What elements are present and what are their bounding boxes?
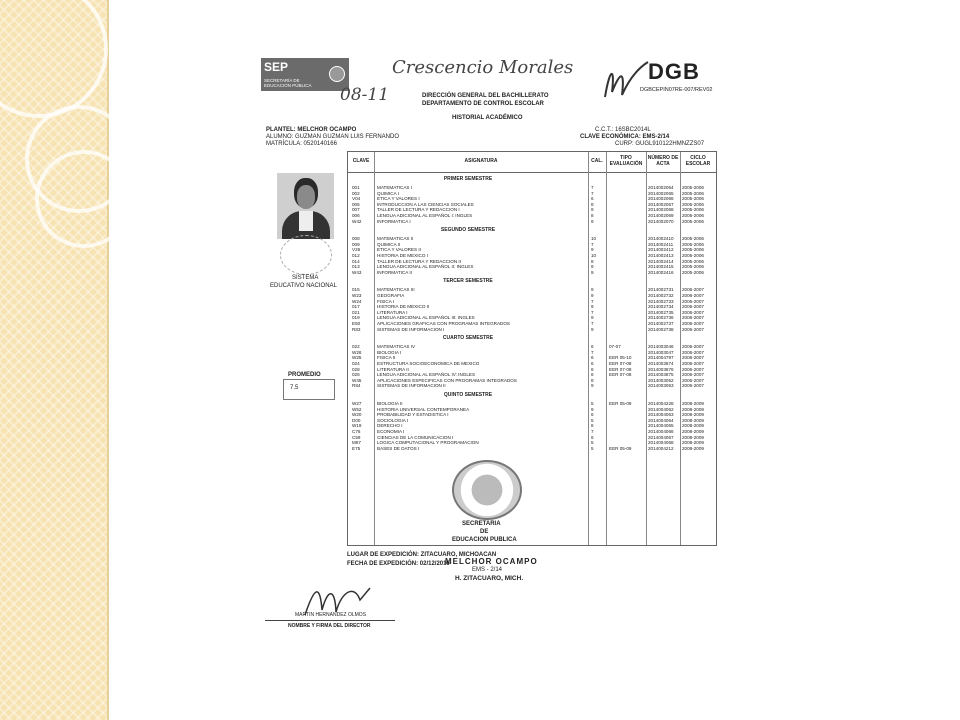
cell-ciclo: 2006-2007 (682, 315, 704, 321)
cell-ciclo: 2008-2009 (682, 412, 704, 418)
cell-cal: 9 (591, 269, 594, 275)
stamp-line-2: EMS - 2/14 (472, 567, 503, 573)
cell-asignatura: APLICACIONES GRAFICAS CON PROGRAMAS INTEGRADOS (377, 321, 510, 326)
cell-cal: 5 (591, 401, 594, 406)
cell-asignatura: TALLER DE LECTURA Y REDACCION I (377, 207, 460, 213)
cell-clave: W23 (352, 293, 362, 298)
cell-clave: 017 (352, 304, 360, 310)
cell-cal: 5 (591, 445, 594, 451)
cell-acta: 2014003876 (648, 366, 674, 372)
cell-asignatura: LITERATURA I (377, 309, 408, 315)
director-caption: NOMBRE Y FIRMA DEL DIRECTOR (288, 623, 371, 629)
cell-acta: 2014002411 (648, 241, 674, 247)
cell-acta: 2014002070 (648, 218, 674, 224)
cell-ciclo: 2008-2009 (682, 434, 704, 440)
cell-clave: 007 (352, 207, 360, 213)
cell-clave: 008 (352, 236, 360, 242)
fecha-expedicion: FECHA DE EXPEDICIÓN: 02/12/2010 (347, 561, 450, 567)
cell-clave: V26 (352, 247, 361, 253)
cell-ciclo: 2005-2006 (682, 201, 704, 207)
cell-cal: 7 (591, 190, 594, 196)
cell-ciclo: 2008-2009 (682, 445, 704, 451)
student-photo (277, 173, 334, 239)
cell-acta: 2014004068 (648, 440, 674, 446)
cell-ciclo: 2005-2006 (682, 247, 704, 253)
cell-acta: 2014002067 (648, 201, 674, 207)
cell-acta: 2014002734 (648, 304, 674, 310)
cell-ciclo: 2006-2007 (682, 377, 704, 383)
cell-asignatura: MATEMATICAS IV (377, 344, 416, 350)
photo-seal-icon (280, 235, 332, 275)
cell-ciclo: 2005-2006 (682, 258, 704, 264)
cell-clave: 012 (352, 253, 360, 258)
form-code: DGBCEPIN07RE-007/REV02 (640, 87, 713, 93)
decorative-ring (35, 150, 133, 248)
cell-tipo: EER 07-08 (609, 372, 632, 378)
cell-acta: 2014002416 (648, 269, 674, 275)
cell-cal: 9 (591, 304, 594, 310)
photo-caption-2: EDUCATIVO NACIONAL (270, 283, 337, 289)
cell-acta: 2014002738 (648, 326, 674, 332)
director-name: MARTIN HERNANDEZ OLMOS (295, 612, 367, 618)
cell-clave: R84 (352, 383, 361, 389)
plantel: PLANTEL: MELCHOR OCAMPO (266, 127, 357, 133)
cell-cal: 9 (591, 264, 594, 270)
academic-record-document (240, 45, 740, 645)
cell-tipo: EER 07-08 (609, 361, 632, 366)
cell-acta: 2014004067 (648, 434, 674, 440)
cell-acta: 2014002736 (648, 315, 674, 321)
cell-clave: M67 (352, 440, 361, 446)
cell-clave: V04 (352, 196, 361, 202)
cell-cal: 9 (591, 287, 594, 293)
cell-asignatura: HISTORIA DE MEXICO I (377, 253, 428, 258)
cell-clave: 022 (352, 344, 360, 350)
cell-clave: 002 (352, 190, 360, 196)
cell-asignatura: CIENCIAS DE LA COMUNICACION I (377, 434, 454, 440)
header-line-1: DIRECCIÓN GENERAL DEL BACHILLERATO (422, 93, 549, 99)
cell-cal: 9 (591, 207, 594, 213)
cell-ciclo: 2008-2009 (682, 423, 704, 429)
cell-cal: 5 (591, 440, 594, 446)
cell-clave: 024 (352, 361, 360, 366)
cell-asignatura: BASES DE DATOS I (377, 445, 420, 451)
cell-cal: 6 (591, 412, 594, 418)
cell-clave: W52 (352, 406, 362, 412)
table-row (348, 383, 716, 389)
cell-ciclo: 2005-2006 (682, 241, 704, 247)
cell-tipo: EER 05-10 (609, 355, 632, 361)
cell-clave: C59 (352, 434, 361, 440)
cell-ciclo: 2005-2006 (682, 190, 704, 196)
cell-acta: 2014004066 (648, 429, 674, 434)
cell-cal: 8 (591, 377, 594, 383)
cell-tipo: 07-07 (609, 344, 621, 350)
cell-asignatura: INFORMATICA II (377, 269, 412, 275)
cell-cal: 9 (591, 406, 594, 412)
cell-clave: R83 (352, 326, 361, 332)
cell-asignatura: FISICA I (377, 298, 395, 304)
table-row (348, 270, 716, 276)
cell-acta: 2014004063 (648, 412, 674, 418)
cell-acta: 2014002410 (648, 236, 674, 242)
alumno: ALUMNO: GUZMAN GUZMAN LUIS FERNANDO (266, 134, 400, 140)
cell-asignatura: FISICA II (377, 355, 396, 361)
curp: CURP: GUGL910122HMNZZS07 (615, 141, 705, 147)
cell-acta: 2014002064 (648, 185, 674, 190)
cell-asignatura: MATEMATICAS III (377, 287, 415, 293)
photo-caption-1: SISTEMA (292, 275, 319, 281)
document-title: HISTORIAL ACADÉMICO (452, 115, 523, 121)
cell-cal: 10 (591, 253, 597, 258)
table-header (348, 152, 716, 173)
table-row (348, 446, 716, 452)
cell-ciclo: 2006-2007 (682, 372, 704, 378)
cell-cal: 7 (591, 241, 594, 247)
cct: C.C.T.: 16SBC2014L (595, 127, 651, 133)
cell-ciclo: 2006-2007 (682, 321, 704, 326)
cell-acta: 2014004062 (648, 406, 674, 412)
cell-cal: 8 (591, 423, 594, 429)
table-row (348, 219, 716, 225)
cell-clave: 006 (352, 213, 360, 218)
cell-acta: 2014004212 (648, 445, 674, 451)
cell-asignatura: ESTRUCTURA SOCIOECONOMICA DE MEXICO (377, 361, 480, 366)
dgb-logo: DGB (648, 59, 700, 84)
cell-clave: W42 (352, 218, 362, 224)
cell-cal: 8 (591, 213, 594, 218)
cell-asignatura: LENGUA ADICIONAL AL ESPAÑOL I: INGLES (377, 213, 473, 218)
stamp-line-1: MELCHOR OCAMPO (445, 557, 538, 566)
cell-clave: W43 (352, 269, 362, 275)
cell-asignatura: QUIMICA II (377, 241, 401, 247)
handwritten-name: Crescencio Morales (392, 57, 574, 78)
cell-acta: 2014003047 (648, 349, 674, 355)
cell-cal: 6 (591, 434, 594, 440)
cell-acta: 2014002415 (648, 264, 674, 270)
cell-clave: W27 (352, 401, 362, 406)
header-acta: NÚMERO DE ACTA (647, 155, 679, 167)
cell-acta: 2014002414 (648, 258, 674, 264)
cell-cal: 6 (591, 372, 594, 378)
cell-ciclo: 2006-2007 (682, 298, 704, 304)
cell-clave: 009 (352, 241, 360, 247)
cell-asignatura: LOGICA COMPUTACIONAL Y PROGRAMACION (377, 440, 479, 446)
cell-clave: D00 (352, 417, 361, 423)
cell-cal: 6 (591, 366, 594, 372)
cell-clave: 021 (352, 309, 360, 315)
cell-cal: 8 (591, 258, 594, 264)
cell-asignatura: LENGUA ADICIONAL AL ESPAÑOL II: INGLES (377, 264, 474, 270)
cell-tipo: EER 05-09 (609, 401, 632, 406)
cell-ciclo: 2005-2006 (682, 218, 704, 224)
cell-tipo: EER 05-09 (609, 445, 632, 451)
cell-cal: 9 (591, 293, 594, 298)
cell-asignatura: APLICACIONES ESPECIFICAS CON PROGRAMAS INTEGRADOS (377, 377, 517, 383)
cell-cal: 6 (591, 361, 594, 366)
signature-line (265, 620, 395, 621)
cell-clave: E50 (352, 321, 361, 326)
cell-asignatura: TALLER DE LECTURA Y REDACCION II (377, 258, 461, 264)
cell-cal: 7 (591, 185, 594, 190)
cell-ciclo: 2005-2006 (682, 253, 704, 258)
semester-title: CUARTO SEMESTRE (442, 335, 494, 342)
table-row (348, 327, 716, 333)
cell-asignatura: GEOGRAFIA (377, 293, 405, 298)
cell-cal: 7 (591, 349, 594, 355)
cell-asignatura: SISTEMAS DE INFORMACION II (377, 383, 446, 389)
cell-acta: 2014003046 (648, 344, 674, 350)
sep-seal-icon (452, 460, 522, 520)
cell-clave: 013 (352, 264, 360, 270)
cell-cal: 7 (591, 429, 594, 434)
cell-clave: 005 (352, 201, 360, 207)
cell-clave: W26 (352, 349, 362, 355)
cell-ciclo: 2008-2009 (682, 401, 704, 406)
cell-clave: W20 (352, 412, 362, 418)
cell-ciclo: 2006-2007 (682, 304, 704, 310)
cell-asignatura: HISTORIA DE MEXICO II (377, 304, 430, 310)
cell-asignatura: INFORMATICA I (377, 218, 411, 224)
cell-cal: 10 (591, 236, 597, 242)
cell-acta: 2014003052 (648, 377, 674, 383)
matricula: MATRÍCULA: 0520140166 (266, 141, 337, 147)
cell-ciclo: 2005-2006 (682, 213, 704, 218)
sep-logo-subtext: SECRETARÍA DE EDUCACIÓN PÚBLICA (264, 78, 312, 88)
sep-logo-text: SEP (264, 60, 289, 74)
cell-clave: C76 (352, 429, 361, 434)
cell-ciclo: 2006-2007 (682, 309, 704, 315)
cell-asignatura: DERECHO I (377, 423, 403, 429)
header-ciclo: CICLO ESCOLAR (685, 155, 711, 167)
cell-acta: 2014004228 (648, 401, 674, 406)
cell-cal: 9 (591, 315, 594, 321)
cell-clave: W19 (352, 423, 362, 429)
decorative-sidebar (0, 0, 109, 720)
cell-ciclo: 2006-2007 (682, 344, 704, 350)
semester-title: TERCER SEMESTRE (443, 278, 493, 285)
semester-title: PRIMER SEMESTRE (443, 176, 493, 182)
cell-clave: 026 (352, 372, 360, 378)
semester-title: SEGUNDO SEMESTRE (440, 227, 496, 234)
seal-text-1: SECRETARIA (462, 521, 501, 527)
cell-acta: 2014004797 (648, 355, 674, 361)
cell-asignatura: BIOLOGIA II (377, 401, 403, 406)
promedio-label: PROMEDIO (288, 372, 321, 378)
cell-asignatura: INTRODUCCION A LAS CIENCIAS SOCIALES (377, 201, 474, 207)
cell-ciclo: 2008-2009 (682, 440, 704, 446)
cell-ciclo: 2006-2007 (682, 361, 704, 366)
cell-asignatura: ETICA Y VALORES I (377, 196, 420, 202)
cell-acta: 2014002732 (648, 293, 674, 298)
cell-asignatura: ETICA Y VALORES II (377, 247, 421, 253)
cell-asignatura: PROBABILIDAD Y ESTADISTICA I (377, 412, 449, 418)
stamp-line-3: H. ZITACUARO, MICH. (455, 575, 524, 582)
cell-ciclo: 2008-2009 (682, 417, 704, 423)
cell-acta: 2014002735 (648, 309, 674, 315)
cell-asignatura: SOCIOLOGIA I (377, 417, 409, 423)
cell-acta: 2014002733 (648, 298, 674, 304)
cell-cal: 7 (591, 309, 594, 315)
cell-cal: 7 (591, 298, 594, 304)
cell-acta: 2014004065 (648, 423, 674, 429)
cell-acta: 2014002069 (648, 213, 674, 218)
cell-asignatura: MATEMATICAS II (377, 236, 414, 242)
promedio-box (283, 379, 335, 400)
cell-ciclo: 2005-2006 (682, 185, 704, 190)
seal-text-2: DE (480, 529, 489, 535)
header-cal: CAL. (591, 158, 603, 164)
cell-clave: 019 (352, 315, 360, 321)
cell-cal: 5 (591, 417, 594, 423)
cell-cal: 6 (591, 344, 594, 350)
cell-ciclo: 2006-2007 (682, 366, 704, 372)
cell-clave: 028 (352, 366, 360, 372)
cell-clave: 014 (352, 258, 360, 264)
cell-asignatura: QUIMICA I (377, 190, 399, 196)
cell-acta: 2014003875 (648, 372, 674, 378)
cell-acta: 2014003053 (648, 383, 674, 389)
header-line-2: DEPARTAMENTO DE CONTROL ESCOLAR (422, 101, 544, 107)
clave-economica: CLAVE ECONÓMICA: EMS-2/14 (580, 134, 670, 140)
cell-acta: 2014002065 (648, 190, 674, 196)
cell-ciclo: 2008-2009 (682, 429, 704, 434)
lugar-expedicion: LUGAR DE EXPEDICIÓN: ZITACUARO, MICHOACAN (347, 552, 497, 558)
cell-cal: 7 (591, 321, 594, 326)
cell-cal: 6 (591, 355, 594, 361)
cell-acta: 2014002413 (648, 253, 674, 258)
cell-asignatura: MATEMATICAS I (377, 185, 413, 190)
cell-ciclo: 2006-2007 (682, 287, 704, 293)
cell-ciclo: 2006-2007 (682, 326, 704, 332)
decorative-ring (0, 0, 108, 118)
cell-asignatura: HISTORIA UNIVERSAL CONTEMPORANEA (377, 406, 470, 412)
cell-acta: 2014002066 (648, 196, 674, 202)
grades-table (347, 151, 717, 546)
cell-ciclo: 2006-2007 (682, 293, 704, 298)
cell-clave: W25 (352, 355, 362, 361)
cell-acta: 2014002731 (648, 287, 674, 293)
cell-clave: 015 (352, 287, 360, 293)
cell-ciclo: 2005-2006 (682, 264, 704, 270)
handwritten-initial-icon (600, 57, 650, 107)
cell-asignatura: LENGUA ADICIONAL AL ESPAÑOL III: INGLES (377, 315, 475, 321)
cell-cal: 8 (591, 201, 594, 207)
eagle-emblem-icon (329, 66, 345, 82)
semester-title: QUINTO SEMESTRE (443, 392, 493, 398)
cell-ciclo: 2008-2009 (682, 406, 704, 412)
cell-asignatura: ECONOMIA I (377, 429, 405, 434)
cell-ciclo: 2005-2006 (682, 207, 704, 213)
cell-ciclo: 2006-2007 (682, 349, 704, 355)
cell-ciclo: 2005-2006 (682, 269, 704, 275)
cell-ciclo: 2005-2006 (682, 236, 704, 242)
header-clave: CLAVE (352, 158, 370, 164)
cell-ciclo: 2005-2006 (682, 196, 704, 202)
cell-clave: 001 (352, 185, 360, 190)
cell-asignatura: LITERATURA II (377, 366, 409, 372)
cell-asignatura: SISTEMAS DE INFORMACION I (377, 326, 445, 332)
cell-ciclo: 2006-2007 (682, 355, 704, 361)
cell-cal: 9 (591, 218, 594, 224)
cell-clave: E75 (352, 445, 361, 451)
cell-ciclo: 2006-2007 (682, 383, 704, 389)
sep-logo (261, 58, 349, 91)
header-asignatura: ASIGNATURA (464, 158, 498, 164)
cell-cal: 6 (591, 196, 594, 202)
cell-asignatura: BIOLOGIA I (377, 349, 402, 355)
cell-tipo: EER 07-08 (609, 366, 632, 372)
header-tipo: TIPO EVALUACIÓN (609, 155, 643, 167)
cell-acta: 2014002068 (648, 207, 674, 213)
handwritten-number: 08-11 (340, 85, 390, 105)
cell-acta: 2014002412 (648, 247, 674, 253)
cell-acta: 2014002737 (648, 321, 674, 326)
cell-acta: 2014003874 (648, 361, 674, 366)
cell-cal: 9 (591, 326, 594, 332)
cell-cal: 9 (591, 383, 594, 389)
cell-asignatura: LENGUA ADICIONAL AL ESPAÑOL IV: INGLES (377, 372, 476, 378)
cell-clave: W24 (352, 298, 362, 304)
promedio-value: 7.5 (290, 385, 299, 391)
cell-clave: W45 (352, 377, 362, 383)
seal-text-3: EDUCACION PUBLICA (452, 537, 517, 543)
cell-acta: 2014004064 (648, 417, 674, 423)
cell-cal: 9 (591, 247, 594, 253)
